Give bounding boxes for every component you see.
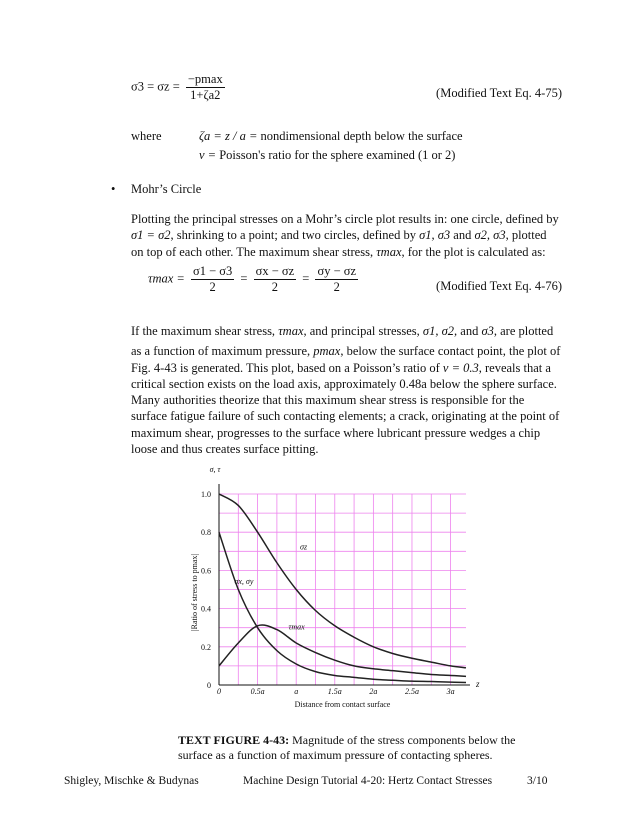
eq76-equals: = [240, 271, 248, 286]
x-axis-end-label: z [476, 679, 480, 689]
sigma1-eq-sigma2: σ1 = σ2 [131, 228, 171, 243]
where-word: where [131, 129, 162, 143]
para2-text: as a function of maximum pressure, [131, 344, 311, 359]
p-max-symbol: pmax [313, 344, 341, 359]
x-tick-label: 2a [369, 687, 378, 696]
footer-title: Machine Design Tutorial 4-20: Hertz Contact Stresses [243, 775, 493, 787]
eq76-equals: = [302, 271, 310, 286]
sigma1-sigma3: σ1, σ3 [419, 228, 451, 243]
eq76-lhs: τmax = [148, 271, 185, 286]
label-tau-max: τmax [288, 622, 305, 632]
para1-text: , plotted [505, 228, 547, 243]
eq76-numerator-2: σx − σz [255, 264, 295, 278]
para1-line: Plotting the principal stresses on a Mohr’s circle plot results in: one circle, defined by [131, 212, 559, 226]
para2-line: loose and thus creates surface pitting. [131, 442, 319, 457]
caption-text: Magnitude of the stress components below the surface as a function of maximum pressure of contacting spheres. [178, 733, 516, 762]
y-axis-title: |Ratio of stress to pmax| [190, 554, 199, 631]
eq76-label: (Modified Text Eq. 4-76) [436, 279, 562, 293]
eq75-label: (Modified Text Eq. 4-75) [436, 86, 562, 100]
label-sigma-z: σz [300, 542, 308, 552]
zeta-description: nondimensional depth below the surface [260, 129, 463, 143]
eq76-numerator-1: σ1 − σ3 [192, 264, 233, 278]
section-heading-mohrs-circle: Mohr’s Circle [131, 182, 202, 196]
tau-max-symbol: τmax [376, 244, 402, 259]
nu-definition: ν = [199, 148, 217, 162]
sigma3: σ3 [481, 324, 494, 338]
para2-line: critical section exists on the load axis, approximately 0.48a below the sphere surface. [131, 376, 557, 391]
y-tick-label: 0.6 [201, 566, 211, 576]
caption-title: TEXT FIGURE 4-43: [178, 733, 290, 747]
series-tau-max-curve [219, 622, 466, 676]
para1-text: , shrinking to a point; and two circles, defined by [170, 228, 416, 243]
chart-grid [219, 494, 466, 685]
x-axis-title: Distance from contact surface [294, 700, 391, 709]
y-tick-label: 0.4 [201, 604, 211, 614]
para2-text: If the maximum shear stress, [131, 324, 276, 338]
sigma2-sigma3: σ2, σ3 [474, 228, 506, 243]
eq75-denominator: 1+ζa2 [190, 88, 221, 102]
para2-text: , reveals that a [478, 360, 551, 375]
para2-text: Fig. 4-43 is generated. This plot, based on a Poisson’s ratio of [131, 360, 440, 375]
para2-text: and [460, 324, 479, 338]
para1-text: on top of each other. The maximum shear stress, [131, 244, 374, 259]
y-tick-label: 1.0 [201, 490, 211, 499]
series-sigma-xy-curve [219, 532, 466, 682]
para1-text: and [453, 228, 472, 243]
x-tick-label: 1.5a [327, 687, 342, 696]
y-tick-label: 0 [207, 681, 211, 690]
poisson-ratio-value: ν = 0.3 [442, 360, 479, 375]
para2-line: Many authorities theorize that this maximum shear stress is responsible for the [131, 393, 525, 408]
zeta-definition: ζa = z / a = [199, 129, 258, 143]
eq76-denominator-3: 2 [333, 280, 340, 294]
chart-axes [219, 484, 470, 685]
eq76-numerator-3: σy − σz [317, 264, 357, 278]
footer-authors: Shigley, Mischke & Budynas [64, 775, 199, 787]
x-tick-label: 3a [446, 687, 455, 696]
nu-description: Poisson's ratio for the sphere examined (1 or 2) [219, 148, 456, 162]
para2-line: surface fatigue failure of such contacting elements; a crack, originating at the point of [131, 409, 560, 424]
para2-text: , are plotted [493, 324, 554, 338]
y-tick-label: 0.2 [201, 642, 211, 652]
para1-text: , for the plot is calculated as: [401, 244, 546, 259]
y-tick-label: 0.8 [201, 528, 211, 538]
para2-text: , and principal stresses, [303, 324, 420, 338]
chart-series [219, 494, 466, 683]
x-tick-label: 2.5a [404, 687, 419, 696]
eq75-lhs: σ3 = σz = [131, 79, 180, 94]
tau-max-symbol: τmax [278, 324, 304, 338]
bullet-glyph: • [111, 182, 116, 196]
x-tick-label: 0 [217, 687, 221, 696]
eq76-denominator-1: 2 [209, 280, 216, 294]
figure-caption [178, 733, 538, 763]
footer-page-number: 3/10 [527, 775, 548, 787]
x-tick-label: a [294, 687, 299, 696]
eq76-denominator-2: 2 [271, 280, 278, 294]
y-axis-top-label: σ, τ [209, 465, 221, 474]
sigma1-sigma2: σ1, σ2, [422, 324, 458, 338]
series-sigma-z-curve [219, 494, 466, 668]
x-tick-label: 0.5a [250, 687, 265, 696]
para2-text: , below the surface contact point, the plot of [340, 344, 561, 359]
label-sigma-xy: σx, σy [234, 576, 254, 586]
eq75-numerator: −pmax [187, 72, 223, 86]
para2-line: maximum shear, progresses to the surface where lubricant pressure wedges a chip [131, 425, 541, 440]
